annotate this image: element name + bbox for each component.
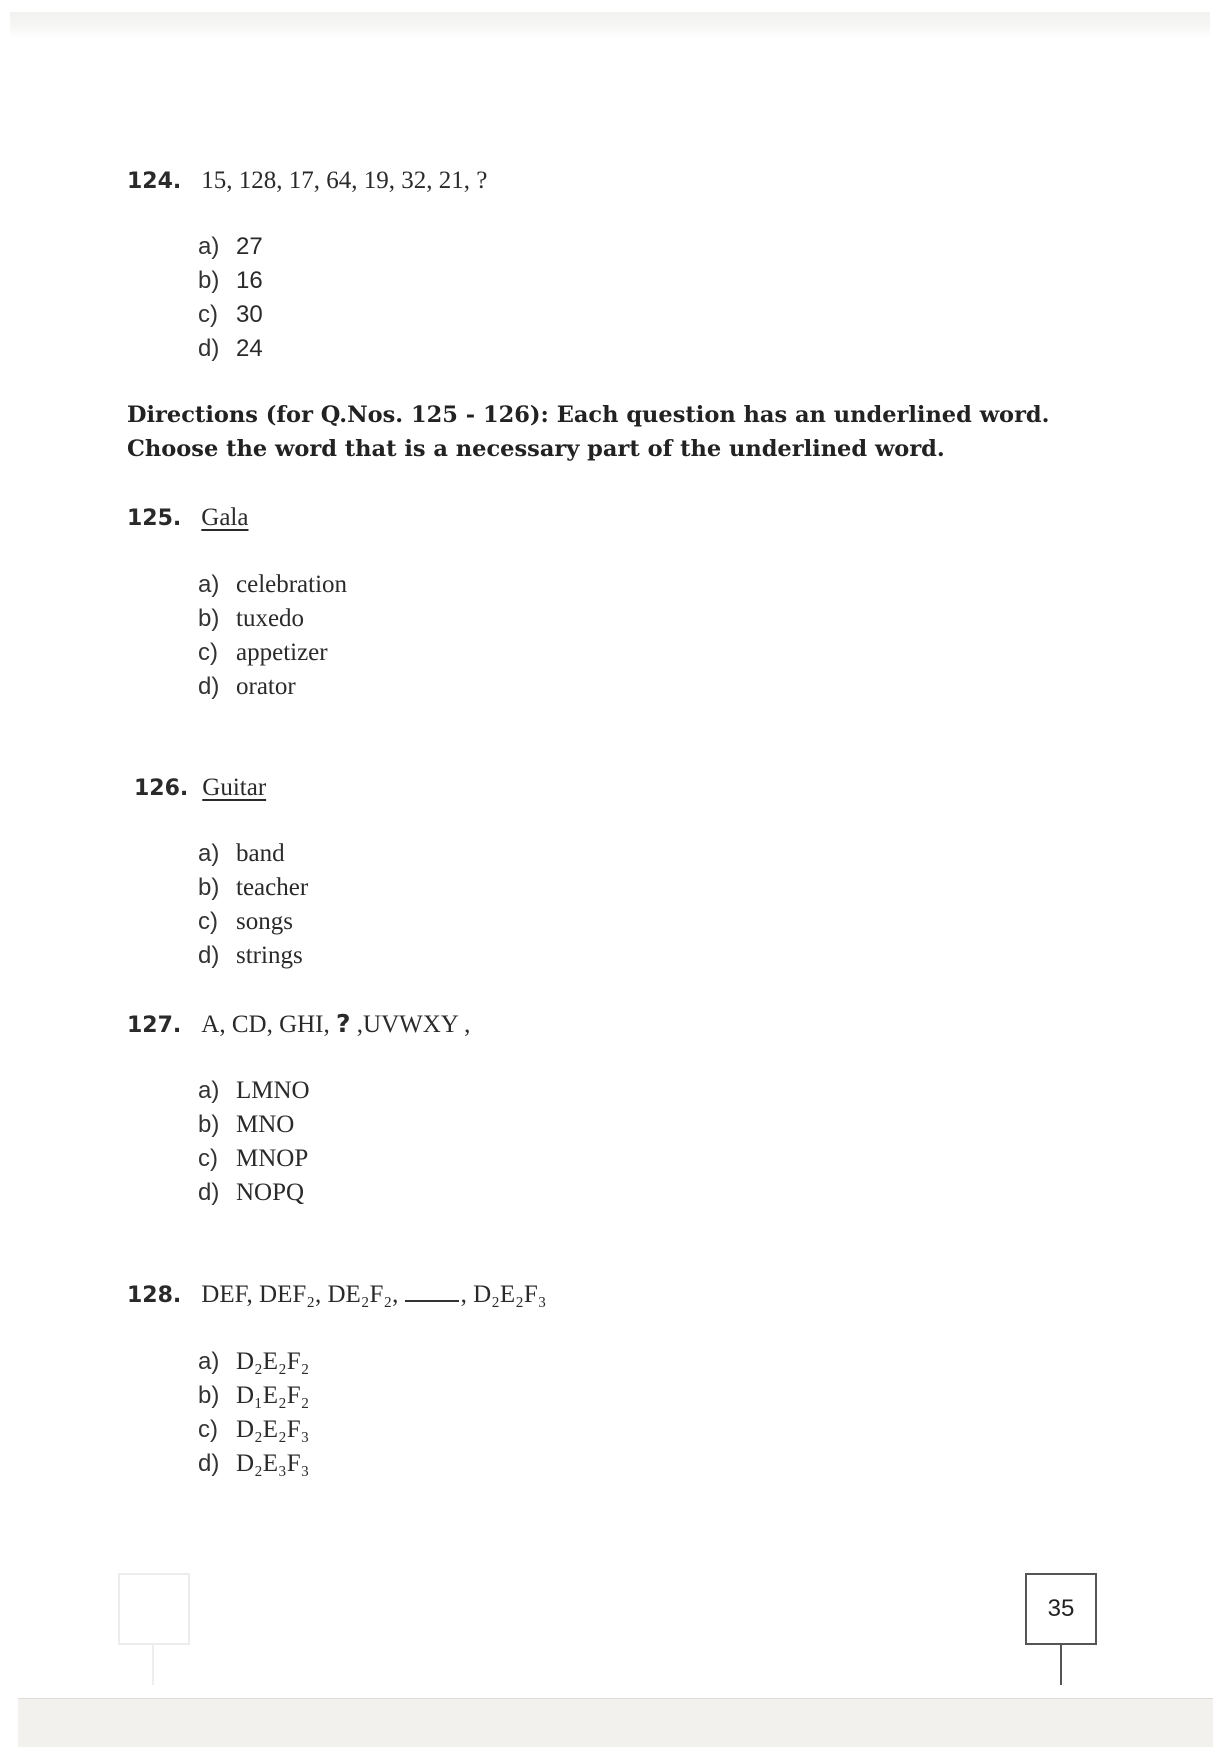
option-b[interactable]: b) teacher (198, 874, 309, 901)
question-number: 127. (127, 1013, 182, 1038)
option-c[interactable]: c) 30 (198, 301, 263, 328)
question-text: DEF, DEF₂, DE₂F₂, , D₂E₂F₃ (201, 1281, 547, 1308)
question-number: 125. (127, 506, 182, 531)
option-a[interactable]: a) 27 (198, 233, 263, 260)
underlined-word: Gala (201, 504, 249, 531)
question-number: 126. (134, 776, 189, 801)
page-number: 35 (1047, 1595, 1075, 1622)
directions-line-1: Directions (for Q.Nos. 125 - 126): Each question has an underlined word. (127, 402, 1050, 428)
option-c[interactable]: c) songs (198, 908, 293, 935)
option-b[interactable]: b) tuxedo (198, 605, 305, 632)
option-d[interactable]: d) 24 (198, 335, 263, 362)
option-b[interactable]: b) D₁E₂F₂ (198, 1382, 310, 1409)
question-125 (127, 500, 248, 536)
option-c[interactable]: c) appetizer (198, 639, 328, 666)
option-a[interactable]: a) D₂E₂F₂ (198, 1348, 310, 1375)
page-number-box (1025, 1573, 1097, 1645)
scan-edge-bottom (18, 1698, 1213, 1747)
option-d[interactable]: d) D₂E₃F₃ (198, 1450, 310, 1477)
option-c[interactable]: c) MNOP (198, 1145, 309, 1172)
page-number-tick (1060, 1645, 1062, 1685)
scan-edge-top (10, 12, 1210, 38)
bleed-through-tick (152, 1645, 154, 1685)
option-a[interactable]: a) band (198, 840, 285, 867)
options-128 (198, 1344, 309, 1480)
option-b[interactable]: b) MNO (198, 1111, 295, 1138)
question-number: 124. (127, 169, 182, 194)
option-d[interactable]: d) orator (198, 673, 296, 700)
question-124 (127, 163, 487, 199)
question-text: 15, 128, 17, 64, 19, 32, 21, ? (201, 167, 488, 194)
option-c[interactable]: c) D₂E₂F₃ (198, 1416, 310, 1443)
option-d[interactable]: d) strings (198, 942, 303, 969)
directions-line-2: Choose the word that is a necessary part of the underlined word. (127, 436, 945, 462)
directions-block (127, 398, 1097, 466)
question-128 (127, 1277, 547, 1313)
question-126 (134, 770, 266, 806)
question-127 (127, 1007, 470, 1043)
underlined-word: Guitar (202, 774, 267, 801)
option-a[interactable]: a) LMNO (198, 1077, 310, 1104)
question-text: A, CD, GHI, ? ,UVWXY , (201, 1009, 471, 1038)
options-125 (198, 567, 347, 703)
missing-term-mark: ? (336, 1009, 351, 1038)
option-d[interactable]: d) NOPQ (198, 1179, 305, 1206)
options-127 (198, 1073, 310, 1209)
question-number: 128. (127, 1283, 182, 1308)
option-b[interactable]: b) 16 (198, 267, 263, 294)
answer-blank (405, 1280, 459, 1302)
option-a[interactable]: a) celebration (198, 571, 348, 598)
bleed-through-box (118, 1573, 190, 1645)
options-126 (198, 836, 308, 972)
options-124 (198, 229, 263, 365)
